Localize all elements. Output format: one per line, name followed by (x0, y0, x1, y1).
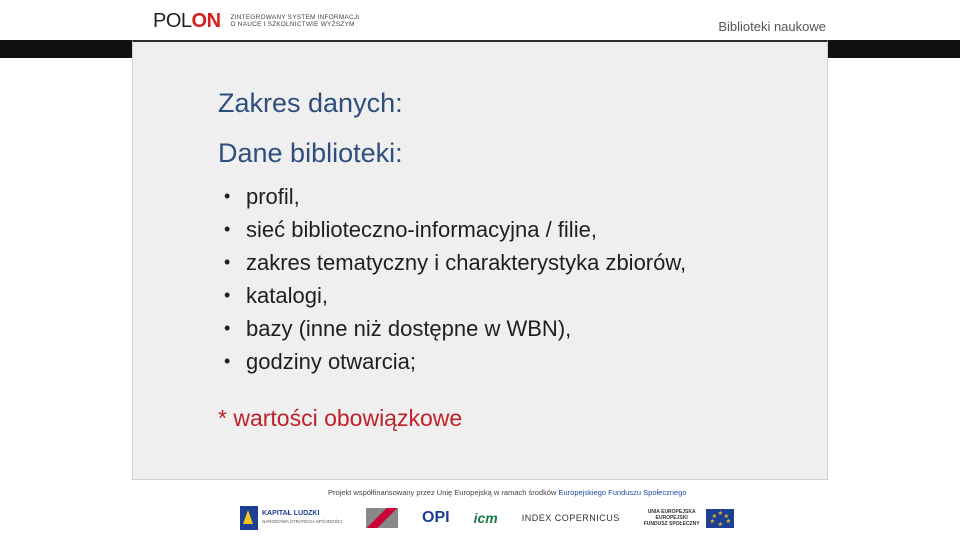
list-item: • bazy (inne niż dostępne w WBN), (222, 312, 686, 345)
data-list (222, 180, 686, 378)
polon-logo (153, 10, 359, 32)
partner-logos (240, 503, 734, 533)
logo-subtitle-line1: ZINTEGROWANY SYSTEM INFORMACJI (230, 14, 360, 21)
funding-text-prefix: Projekt współfinansowany przez Unię Europejską w ramach środków (328, 488, 557, 497)
index-copernicus-logo (522, 513, 620, 523)
footer-logos (154, 483, 770, 538)
eu-logo (644, 509, 734, 528)
eu-text-line3: FUNDUSZ SPOŁECZNY (643, 521, 700, 527)
funding-text (328, 488, 687, 497)
kapital-ludzki-subtitle: NARODOWA STRATEGIA SPÓJNOŚCI (262, 519, 343, 524)
heading-scope: Zakres danych: (218, 88, 403, 118)
kapital-ludzki-icon (240, 506, 258, 530)
kapital-ludzki-title: KAPITAŁ LUDZKI (262, 510, 320, 517)
icm-logo: icm (473, 510, 498, 526)
list-item: • profil, (222, 180, 686, 213)
list-item: • zakres tematyczny i charakterystyka zbiorów, (222, 246, 686, 279)
ministry-logo-icon (366, 508, 398, 528)
section-title: Biblioteki naukowe (718, 19, 826, 34)
list-item: • godziny otwarcia; (222, 345, 686, 378)
list-item: • katalogi, (222, 279, 686, 312)
logo-subtitle-line2: O NAUCE I SZKOLNICTWIE WYŻSZYM (230, 21, 355, 28)
logo-subtitle (231, 14, 360, 28)
kapital-ludzki-logo (240, 506, 342, 530)
logo-on-text: ON (191, 9, 221, 32)
opi-logo: OPI (422, 509, 450, 526)
required-note: * wartości obowiązkowe (218, 405, 463, 431)
heading-library-data: Dane biblioteki: (218, 138, 403, 168)
eu-text-line2: EUROPEJSKI (655, 515, 688, 521)
eu-flag-icon: ★ ★ ★ ★ ★ ★ (706, 509, 734, 528)
polon-wordmark (153, 10, 221, 33)
index-copernicus-text: INDEX COPERNICUS (521, 513, 620, 523)
list-item: • sieć biblioteczno-informacyjna / filie, (222, 213, 686, 246)
logo-pol-text: POL (153, 9, 192, 32)
eu-text-line1: UNIA EUROPEJSKA (647, 509, 696, 515)
funding-text-fund: Europejskiego Funduszu Społecznego (558, 488, 687, 497)
